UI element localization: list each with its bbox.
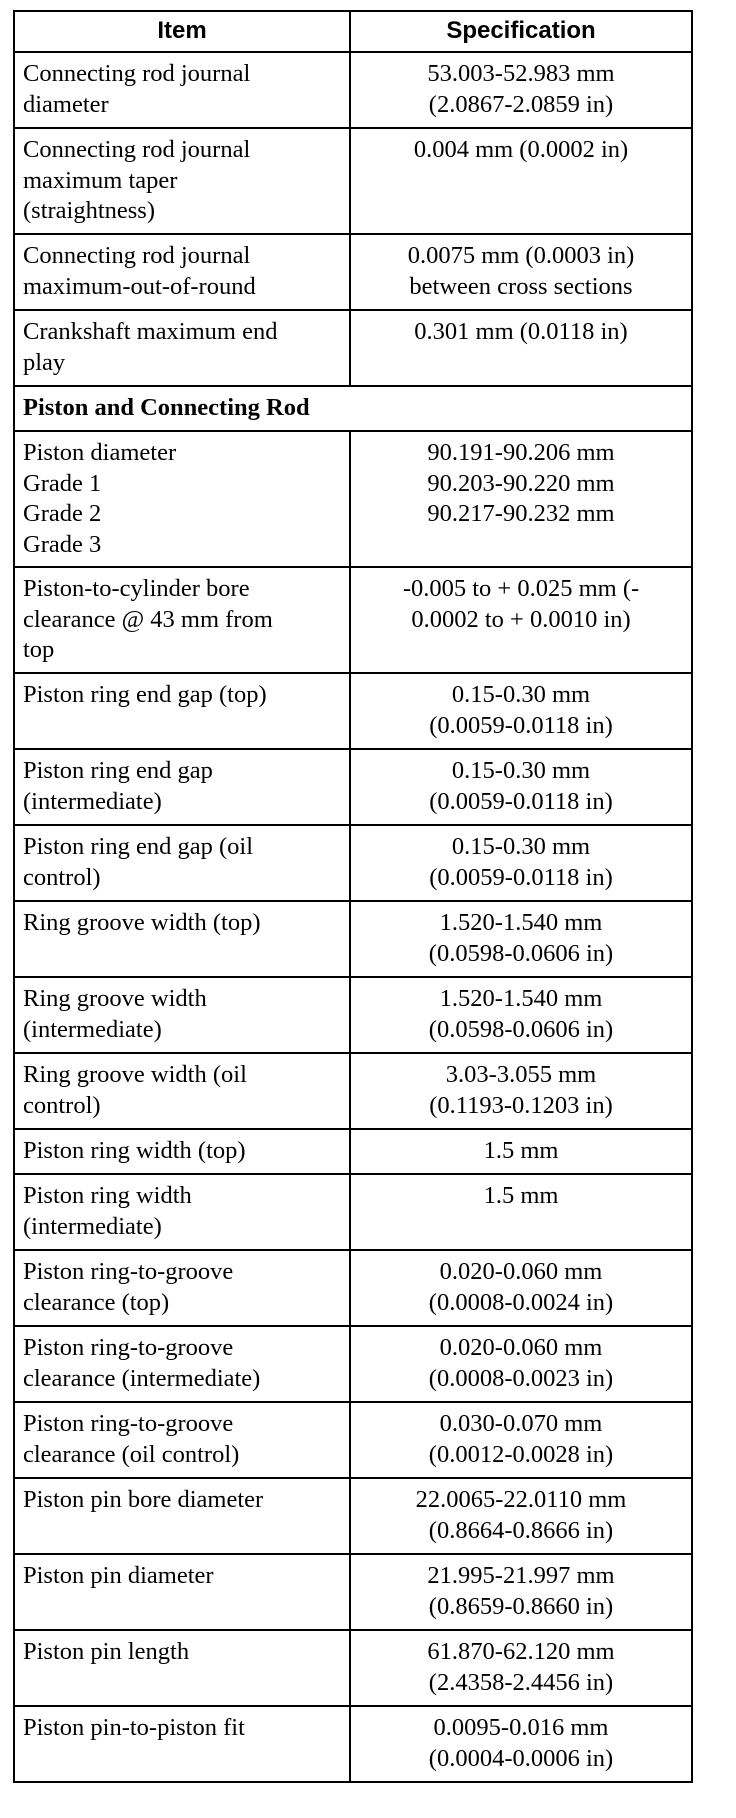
specification-text-line: (0.0598-0.0606 in) <box>428 939 614 967</box>
item-text-line: Connecting rod journal <box>23 60 251 87</box>
item-cell <box>14 1326 350 1402</box>
specification-text-line: (0.0059-0.0118 in) <box>429 711 613 739</box>
item-cell <box>14 1053 350 1129</box>
specification-text-line: 53.003-52.983 mm <box>427 60 615 87</box>
specification-text-line: (0.1193-0.1203 in) <box>429 1091 613 1119</box>
specification-text-line: (0.0059-0.0118 in) <box>429 787 613 815</box>
specification-cell <box>350 310 692 386</box>
table-row <box>14 52 692 128</box>
item-text-line: Piston ring width <box>23 1182 192 1209</box>
table-row <box>14 1554 692 1630</box>
table-row <box>14 128 692 234</box>
specification-cell <box>350 825 692 901</box>
specification-text-line: -0.005 to + 0.025 mm (- <box>402 575 640 602</box>
specification-text-line: 3.03-3.055 mm <box>445 1061 597 1088</box>
item-text-line: Crankshaft maximum end <box>23 318 278 345</box>
specification-text-line: 0.030-0.070 mm <box>439 1410 603 1437</box>
item-cell <box>14 1630 350 1706</box>
item-text-line: Piston pin-to-piston fit <box>23 1714 245 1741</box>
section-header-row <box>14 386 692 431</box>
item-text-line: Piston-to-cylinder bore <box>23 575 250 602</box>
item-text-line: Ring groove width (top) <box>23 909 261 936</box>
specification-cell <box>350 1478 692 1554</box>
item-cell <box>14 128 350 234</box>
specification-cell <box>350 749 692 825</box>
specification-text-line: 22.0065-22.0110 mm <box>415 1486 627 1513</box>
specification-text-line: 90.217-90.232 mm <box>427 500 615 527</box>
specification-text-line: (2.0867-2.0859 in) <box>428 90 614 118</box>
specification-text-line: 1.5 mm <box>483 1182 559 1209</box>
table-row <box>14 901 692 977</box>
specification-text-line: 0.0095-0.016 mm <box>433 1714 609 1741</box>
specification-cell <box>350 431 692 567</box>
specification-text-line: 0.15-0.30 mm <box>451 833 591 860</box>
item-text-line: Piston pin bore diameter <box>23 1486 264 1513</box>
specification-cell <box>350 1174 692 1250</box>
item-text-line: diameter <box>23 90 109 118</box>
item-text-line: Piston ring end gap (top) <box>23 681 267 708</box>
item-cell <box>14 825 350 901</box>
specification-text-line: 0.0075 mm (0.0003 in) <box>407 242 635 269</box>
item-text-line: Piston ring width (top) <box>23 1137 246 1164</box>
specification-cell <box>350 977 692 1053</box>
specification-text-line: 0.004 mm (0.0002 in) <box>413 136 629 163</box>
item-text-line: Piston ring end gap (oil <box>23 833 254 860</box>
item-text-line: Ring groove width <box>23 985 207 1012</box>
item-text-line: (intermediate) <box>23 1015 162 1043</box>
table-row <box>14 1053 692 1129</box>
specification-text-line: 90.203-90.220 mm <box>427 469 615 497</box>
table-row <box>14 1402 692 1478</box>
specification-text-line: (0.0008-0.0023 in) <box>428 1364 614 1392</box>
table-row <box>14 431 692 567</box>
specification-cell <box>350 1129 692 1174</box>
table-body <box>14 52 692 1782</box>
specification-text-line: 0.020-0.060 mm <box>439 1258 603 1285</box>
specification-text-line: (0.0059-0.0118 in) <box>429 863 613 891</box>
specification-text-line: 0.15-0.30 mm <box>451 757 591 784</box>
item-cell <box>14 977 350 1053</box>
item-cell <box>14 1706 350 1782</box>
item-cell <box>14 749 350 825</box>
specification-text-line: 0.0002 to + 0.0010 in) <box>411 605 631 633</box>
item-text-line: play <box>23 348 66 376</box>
item-text-line: Ring groove width (oil <box>23 1061 247 1088</box>
item-cell <box>14 901 350 977</box>
table-row <box>14 1706 692 1782</box>
specification-text-line: 90.191-90.206 mm <box>427 439 615 466</box>
specification-text-line: 21.995-21.997 mm <box>427 1562 615 1589</box>
item-cell <box>14 1250 350 1326</box>
specification-text-line: 1.520-1.540 mm <box>439 909 603 936</box>
table-row <box>14 1478 692 1554</box>
specification-text-line: (0.0008-0.0024 in) <box>428 1288 614 1316</box>
table-row <box>14 749 692 825</box>
item-cell <box>14 567 350 673</box>
table-header-row <box>14 11 692 52</box>
table-row <box>14 1630 692 1706</box>
item-text-line: control) <box>23 863 101 891</box>
item-text-line: Grade 1 <box>23 469 102 497</box>
item-text-line: Piston diameter <box>23 439 177 466</box>
specification-text-line: 0.301 mm (0.0118 in) <box>414 318 628 345</box>
specification-text-line: (0.0598-0.0606 in) <box>428 1015 614 1043</box>
specification-cell <box>350 901 692 977</box>
item-text-line: Piston ring-to-groove <box>23 1410 234 1437</box>
table-row <box>14 1326 692 1402</box>
item-cell <box>14 431 350 567</box>
specification-text-line: between cross sections <box>409 272 633 300</box>
specification-text-line: (0.8659-0.8660 in) <box>428 1592 614 1620</box>
item-text-line: Grade 3 <box>23 530 102 558</box>
item-cell <box>14 1478 350 1554</box>
specification-text-line: 61.870-62.120 mm <box>427 1638 615 1665</box>
specification-cell <box>350 1554 692 1630</box>
table-row <box>14 1129 692 1174</box>
item-text-line: Piston pin length <box>23 1638 190 1665</box>
specification-cell <box>350 52 692 128</box>
table-row <box>14 1174 692 1250</box>
item-text-line: Piston pin diameter <box>23 1562 214 1589</box>
specification-cell <box>350 673 692 749</box>
specification-table <box>13 10 693 1783</box>
item-cell <box>14 673 350 749</box>
specification-cell <box>350 1402 692 1478</box>
item-text-line: maximum taper <box>23 166 178 194</box>
specification-cell <box>350 1250 692 1326</box>
item-text-line: Connecting rod journal <box>23 242 251 269</box>
specification-cell <box>350 234 692 310</box>
item-text-line: Grade 2 <box>23 500 102 527</box>
item-text-line: maximum-out-of-round <box>23 272 256 300</box>
item-cell <box>14 52 350 128</box>
table-row <box>14 1250 692 1326</box>
table-row <box>14 310 692 386</box>
specification-column-header: Specification <box>350 11 692 52</box>
table-row <box>14 825 692 901</box>
item-cell <box>14 1554 350 1630</box>
item-text-line: top <box>23 636 55 663</box>
table-row <box>14 567 692 673</box>
specification-cell <box>350 1706 692 1782</box>
item-column-header: Item <box>14 11 350 52</box>
item-cell <box>14 310 350 386</box>
item-text-line: clearance @ 43 mm from <box>23 605 273 633</box>
item-text-line: clearance (intermediate) <box>23 1364 261 1392</box>
item-text-line: Piston ring-to-groove <box>23 1258 234 1285</box>
specification-cell <box>350 1053 692 1129</box>
specification-text-line: 1.520-1.540 mm <box>439 985 603 1012</box>
item-text-line: Piston ring end gap <box>23 757 213 784</box>
specification-text-line: 1.5 mm <box>483 1137 559 1164</box>
item-cell <box>14 1174 350 1250</box>
item-text-line: (straightness) <box>23 197 155 224</box>
item-text-line: clearance (oil control) <box>23 1440 240 1468</box>
item-cell <box>14 1402 350 1478</box>
specification-text-line: (0.0004-0.0006 in) <box>428 1744 614 1772</box>
item-text-line: Piston ring-to-groove <box>23 1334 234 1361</box>
specification-text-line: (2.4358-2.4456 in) <box>428 1668 614 1696</box>
specification-cell <box>350 1630 692 1706</box>
specification-cell <box>350 1326 692 1402</box>
specification-cell <box>350 567 692 673</box>
table-row <box>14 234 692 310</box>
item-text-line: (intermediate) <box>23 787 162 815</box>
item-cell <box>14 1129 350 1174</box>
item-text-line: clearance (top) <box>23 1288 170 1316</box>
specification-text-line: (0.8664-0.8666 in) <box>428 1516 614 1544</box>
item-text-line: Connecting rod journal <box>23 136 251 163</box>
specification-text-line: 0.020-0.060 mm <box>439 1334 603 1361</box>
specification-text-line: (0.0012-0.0028 in) <box>428 1440 614 1468</box>
table-row <box>14 673 692 749</box>
specification-text-line: 0.15-0.30 mm <box>451 681 591 708</box>
specification-cell <box>350 128 692 234</box>
table-row <box>14 977 692 1053</box>
item-text-line: (intermediate) <box>23 1212 162 1240</box>
item-cell <box>14 234 350 310</box>
item-text-line: control) <box>23 1091 101 1119</box>
section-title: Piston and Connecting Rod <box>14 386 692 431</box>
